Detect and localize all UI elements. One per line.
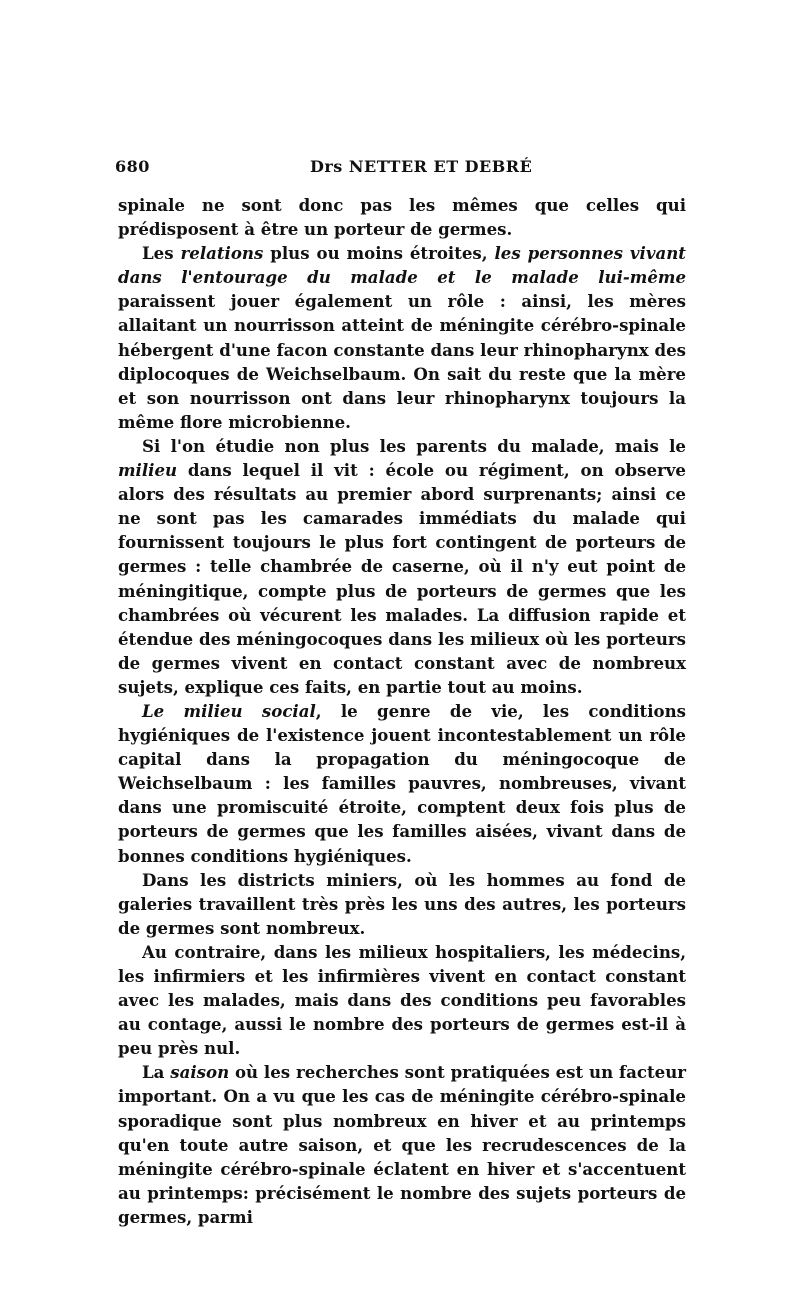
text-run: , le genre de vie, les conditions hygiéniques de l'existence jouent incontestablement un rôle capital dans la propagation du méningocoque de Weichselbaum : les familles pauvres, nombreuses, vivant dans une promiscuité étroite, comptent deux fois plus de porteurs de germes que les familles aisées, vivant dans de bonnes conditions hygiéniques.	[118, 700, 686, 866]
text-run: La	[142, 1062, 171, 1083]
paragraph	[118, 699, 686, 868]
italic-text: les personnes vivant dans l'entourage du malade et le malade lui-même	[118, 243, 686, 288]
text-run: Au contraire, dans les milieux hospitaliers, les médecins, les infirmiers et les infirmières vivent en contact constant avec les malades, mais dans des conditions peu favorables au contage, aussi le nombre des porteurs de germes est-il à peu près nul.	[118, 941, 686, 1059]
paragraph	[118, 434, 686, 699]
italic-text: Le milieu social	[142, 700, 316, 721]
text-run: paraissent jouer également un rôle : ainsi, les mères allaitant un nourrisson atteint de méningite cérébro-spinale hébergent d'une facon constante dans leur rhinopharynx des diplocoques de Weichselbaum. On sait du reste que la mère et son nourrisson ont dans leur rhinopharynx toujours la même flore microbienne.	[118, 291, 686, 432]
text-run: où les recherches sont pratiquées est un facteur important. On a vu que les cas de méningite cérébro-spinale sporadique sont plus nombreux en hiver et au printemps qu'en toute autre saison, et que les recrudescences de la méningite cérébro-spinale éclatent en hiver et s'accentuent au printemps: précisément le nombre des sujets porteurs de germes, parmi	[118, 1062, 687, 1227]
text-run: Les	[142, 243, 181, 264]
paragraph	[118, 940, 686, 1060]
italic-text: milieu	[118, 460, 178, 481]
text-run: spinale ne sont donc pas les mêmes que celles qui prédisposent à être un porteur de germes.	[118, 195, 686, 240]
text-run: dans lequel il vit : école ou régiment, on observe alors des résultats au premier abord surprenants; ainsi ce ne sont pas les camarades immédiats du malade qui fournissent toujours le plus fort contingent de porteurs de germes : telle chambrée de caserne, où il n'y eut point de méningitique, compte plus de porteurs de germes que les chambrées où vécurent les malades. La diffusion rapide et étendue des méningocoques dans les milieux où les porteurs de germes vivent en contact constant avec de nombreux sujets, explique ces faits, en partie tout au moins.	[118, 460, 686, 697]
text-run: Dans les districts miniers, où les hommes au fond de galeries travaillent très près les uns des autres, les porteurs de germes sont nombreux.	[118, 869, 686, 938]
paragraph	[118, 241, 686, 434]
italic-text: saison	[170, 1062, 230, 1083]
paragraph	[118, 868, 686, 940]
paragraph	[118, 1060, 686, 1229]
body-text	[118, 193, 686, 1229]
italic-text: relations	[180, 243, 264, 264]
text-run: Si l'on étudie non plus les parents du malade, mais le	[142, 435, 686, 456]
running-head-authors: Drs NETTER ET DEBRÉ	[310, 157, 533, 176]
paragraph	[118, 193, 686, 241]
text-run: plus ou moins étroites,	[263, 243, 495, 264]
page-number: 680	[115, 157, 150, 176]
running-head	[115, 157, 685, 181]
